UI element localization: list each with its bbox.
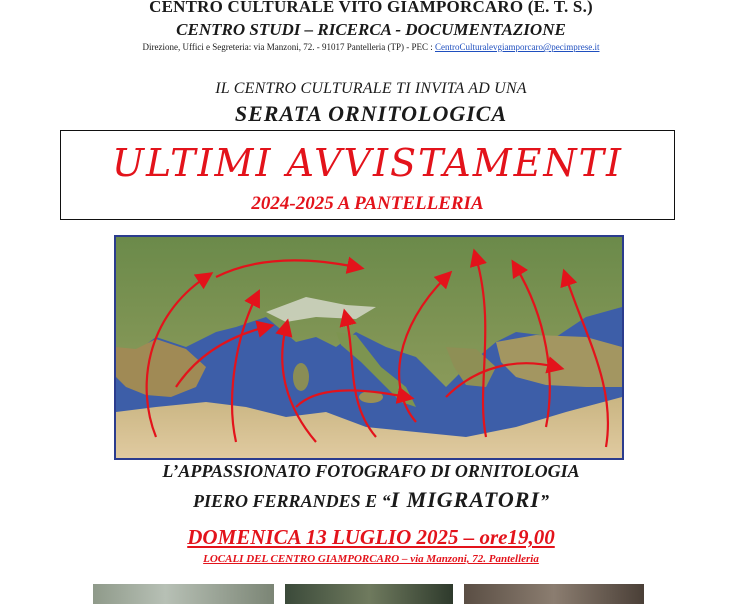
pec-email-link[interactable]: CentroCulturalevgiamporcaro@pecimprese.it	[435, 42, 600, 52]
org-address	[0, 42, 742, 52]
bird-photo-3	[464, 584, 644, 604]
migration-map-image	[114, 235, 624, 460]
org-name: CENTRO CULTURALE VITO GIAMPORCARO (E. T. S.)	[149, 0, 593, 16]
address-text: Direzione, Uffici e Segreteria: via Manzoni, 72. - 91017 Pantelleria (TP) - PEC :	[142, 42, 435, 52]
main-title: ULTIMI AVVISTAMENTI	[112, 141, 623, 185]
title-box	[60, 130, 675, 220]
photographer-name-suffix: ”	[539, 491, 549, 511]
map-illustration	[116, 237, 622, 458]
bird-photo-2	[285, 584, 453, 604]
talk-title: I MIGRATORI	[390, 487, 540, 512]
photographer-role: L’APPASSIONATO FOTOGRAFO DI ORNITOLOGIA	[162, 461, 580, 481]
org-subtitle: CENTRO STUDI – RICERCA - DOCUMENTAZIONE	[176, 20, 566, 39]
event-date: DOMENICA 13 LUGLIO 2025 – ore19,00	[187, 525, 555, 549]
photographer-name-prefix: PIERO FERRANDES E “	[193, 491, 391, 511]
invitation-line: IL CENTRO CULTURALE TI INVITA AD UNA	[215, 80, 527, 97]
event-venue: LOCALI DEL CENTRO GIAMPORCARO – via Manzoni, 72. Pantelleria	[203, 553, 539, 565]
photographer-name	[0, 487, 742, 513]
bird-photo-1	[93, 584, 274, 604]
event-type: SERATA ORNITOLOGICA	[234, 101, 508, 126]
title-subtitle: 2024-2025 A PANTELLERIA	[251, 193, 484, 214]
